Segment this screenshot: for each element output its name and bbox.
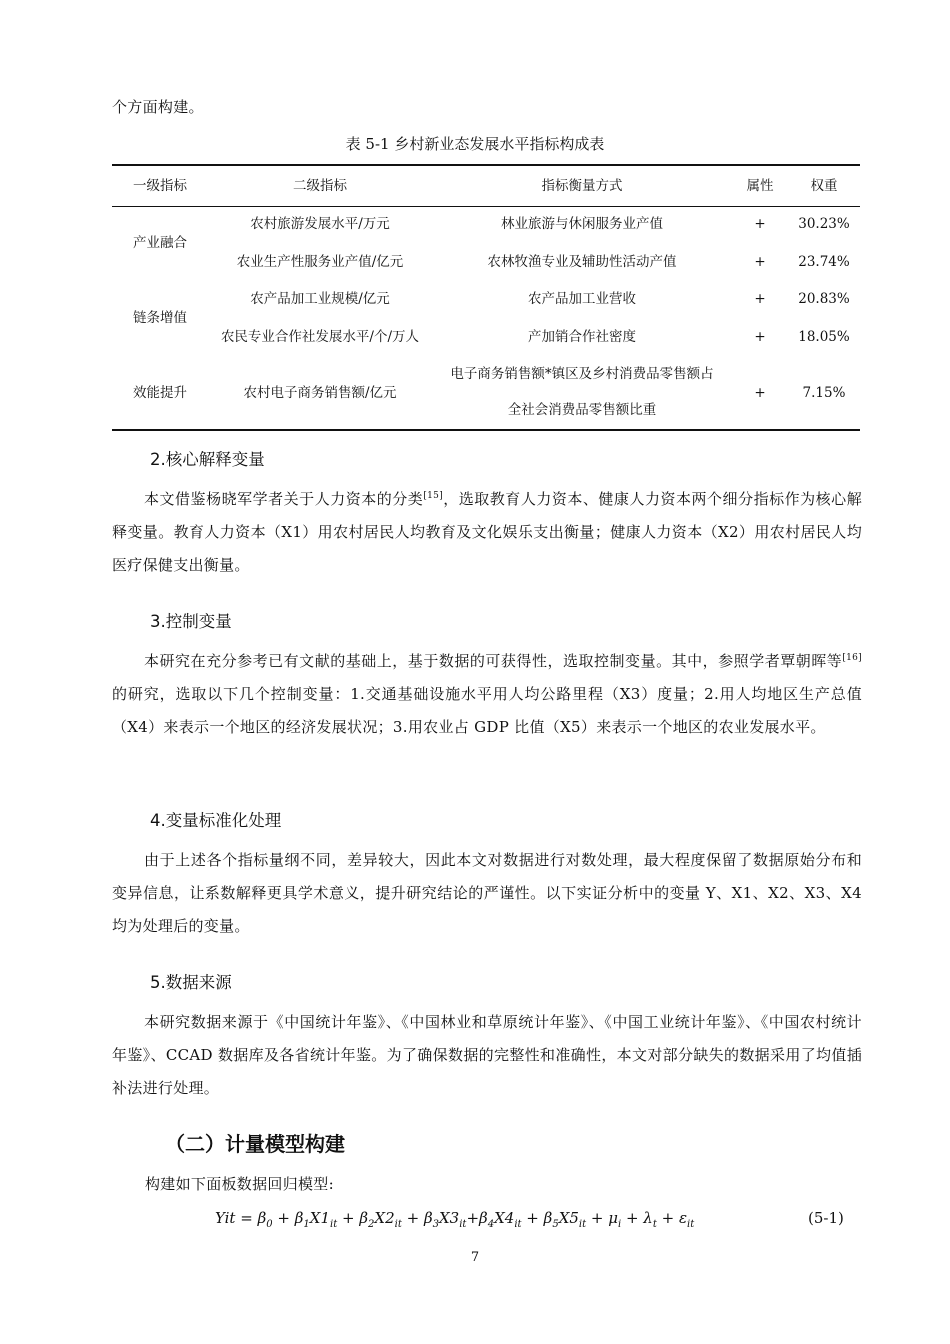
table-cell-measure: 产加销合作社密度 [528, 329, 636, 345]
subsection-heading: （二）计量模型构建 [165, 1132, 345, 1156]
table-header-cell: 权重 [810, 178, 838, 194]
table-cell-weight: 30.23% [798, 216, 850, 232]
paragraph-intro-tail: 个方面构建。 [112, 98, 204, 116]
table-group-label: 链条增值 [133, 310, 187, 326]
equation-number: (5-1) [808, 1209, 844, 1227]
citation-ref: [15] [423, 491, 444, 501]
table-cell-attr: + [754, 329, 766, 345]
table-cell-indicator: 农村旅游发展水平/万元 [250, 216, 390, 232]
paragraph [112, 483, 862, 582]
table-cell-weight: 20.83% [798, 291, 850, 307]
table-cell-measure-line2: 全社会消费品零售额比重 [507, 402, 657, 418]
section-heading: 2.核心解释变量 [150, 450, 265, 469]
table-bottom-rule [112, 429, 860, 431]
table-cell-attr: + [754, 216, 766, 232]
paragraph [112, 645, 862, 744]
paragraph-text: ，选取教育人力资本、健康人力资本两个细分指标作为核心解释变量。教育人力资本（X1）用农村居民人均教育及文化娱乐支出衡量；健康人力资本（X2）用农村居民人均医疗保健支出衡量。 [112, 490, 862, 574]
table-cell-indicator: 农业生产性服务业产值/亿元 [236, 254, 404, 270]
table-cell-attr: + [754, 291, 766, 307]
table-cell-attr: + [754, 385, 766, 401]
table-cell-indicator: 农村电子商务销售额/亿元 [243, 385, 397, 401]
table-group-label: 效能提升 [133, 385, 187, 401]
section-heading: 3.控制变量 [150, 612, 232, 631]
table-caption: 表 5-1 乡村新业态发展水平指标构成表 [345, 135, 605, 153]
citation-ref: [16] [842, 653, 862, 663]
table-header-cell: 二级指标 [293, 178, 347, 194]
table-cell-indicator: 农产品加工业规模/亿元 [250, 291, 390, 307]
table-header-cell: 属性 [746, 178, 774, 194]
table-group-label: 产业融合 [133, 235, 187, 251]
table-cell-measure-line1: 电子商务销售额*镇区及乡村消费品零售额占 [450, 366, 714, 382]
section-heading: 4.变量标准化处理 [150, 811, 282, 830]
table-cell-measure: 林业旅游与休闲服务业产值 [501, 216, 663, 232]
paragraph: 本研究数据来源于《中国统计年鉴》、《中国林业和草原统计年鉴》、《中国工业统计年鉴》、《中国农村统计年鉴》、CCAD 数据库及各省统计年鉴。为了确保数据的完整性和准确性，本文对部分缺失的数据采用了均值插补法进行处理。 [112, 1013, 862, 1097]
table-cell-attr: + [754, 254, 766, 270]
table-cell-weight: 23.74% [798, 254, 850, 270]
paragraph-text: 的研究，选取以下几个控制变量：1.交通基础设施水平用人均公路里程（X3）度量；2.用人均地区生产总值（X4）来表示一个地区的经济发展状况；3.用农业占 GDP 比值（X5）来表示一个地区的农业发展水平。 [112, 685, 862, 736]
table-cell-indicator: 农民专业合作社发展水平/个/万人 [220, 329, 420, 345]
page-number: 7 [470, 1250, 480, 1265]
table-cell-weight: 7.15% [802, 385, 846, 401]
regression-equation: Yit = $\beta_0 + \beta_1X1_{it} + \beta_2X2_{it} + \beta_3X3_{it}+\beta_4X4_{it} + \beta_5X5_{it} + \mu_i + \lambda_t + \varepsilon_{it}$ [215, 1209, 695, 1230]
section-heading: 5.数据来源 [150, 973, 232, 992]
paragraph-model-intro: 构建如下面板数据回归模型: [145, 1175, 334, 1193]
table-cell-weight: 18.05% [798, 329, 850, 345]
paragraph-text: 本文借鉴杨晓军学者关于人力资本的分类 [144, 490, 424, 508]
paragraph-text: 本研究在充分参考已有文献的基础上，基于数据的可获得性，选取控制变量。其中，参照学者覃朝晖等 [144, 652, 843, 670]
table-top-rule [112, 164, 860, 166]
table-cell-measure: 农产品加工业营收 [528, 291, 636, 307]
table-header-rule [112, 206, 860, 207]
table-header-cell: 指标衡量方式 [541, 178, 623, 194]
table-cell-measure: 农林牧渔专业及辅助性活动产值 [487, 254, 677, 270]
table-header-cell: 一级指标 [133, 178, 187, 194]
paragraph: 由于上述各个指标量纲不同，差异较大，因此本文对数据进行对数处理，最大程度保留了数据原始分布和变异信息，让系数解释更具学术意义，提升研究结论的严谨性。以下实证分析中的变量 Y、X1、X2、X3、X4 均为处理后的变量。 [112, 851, 862, 935]
